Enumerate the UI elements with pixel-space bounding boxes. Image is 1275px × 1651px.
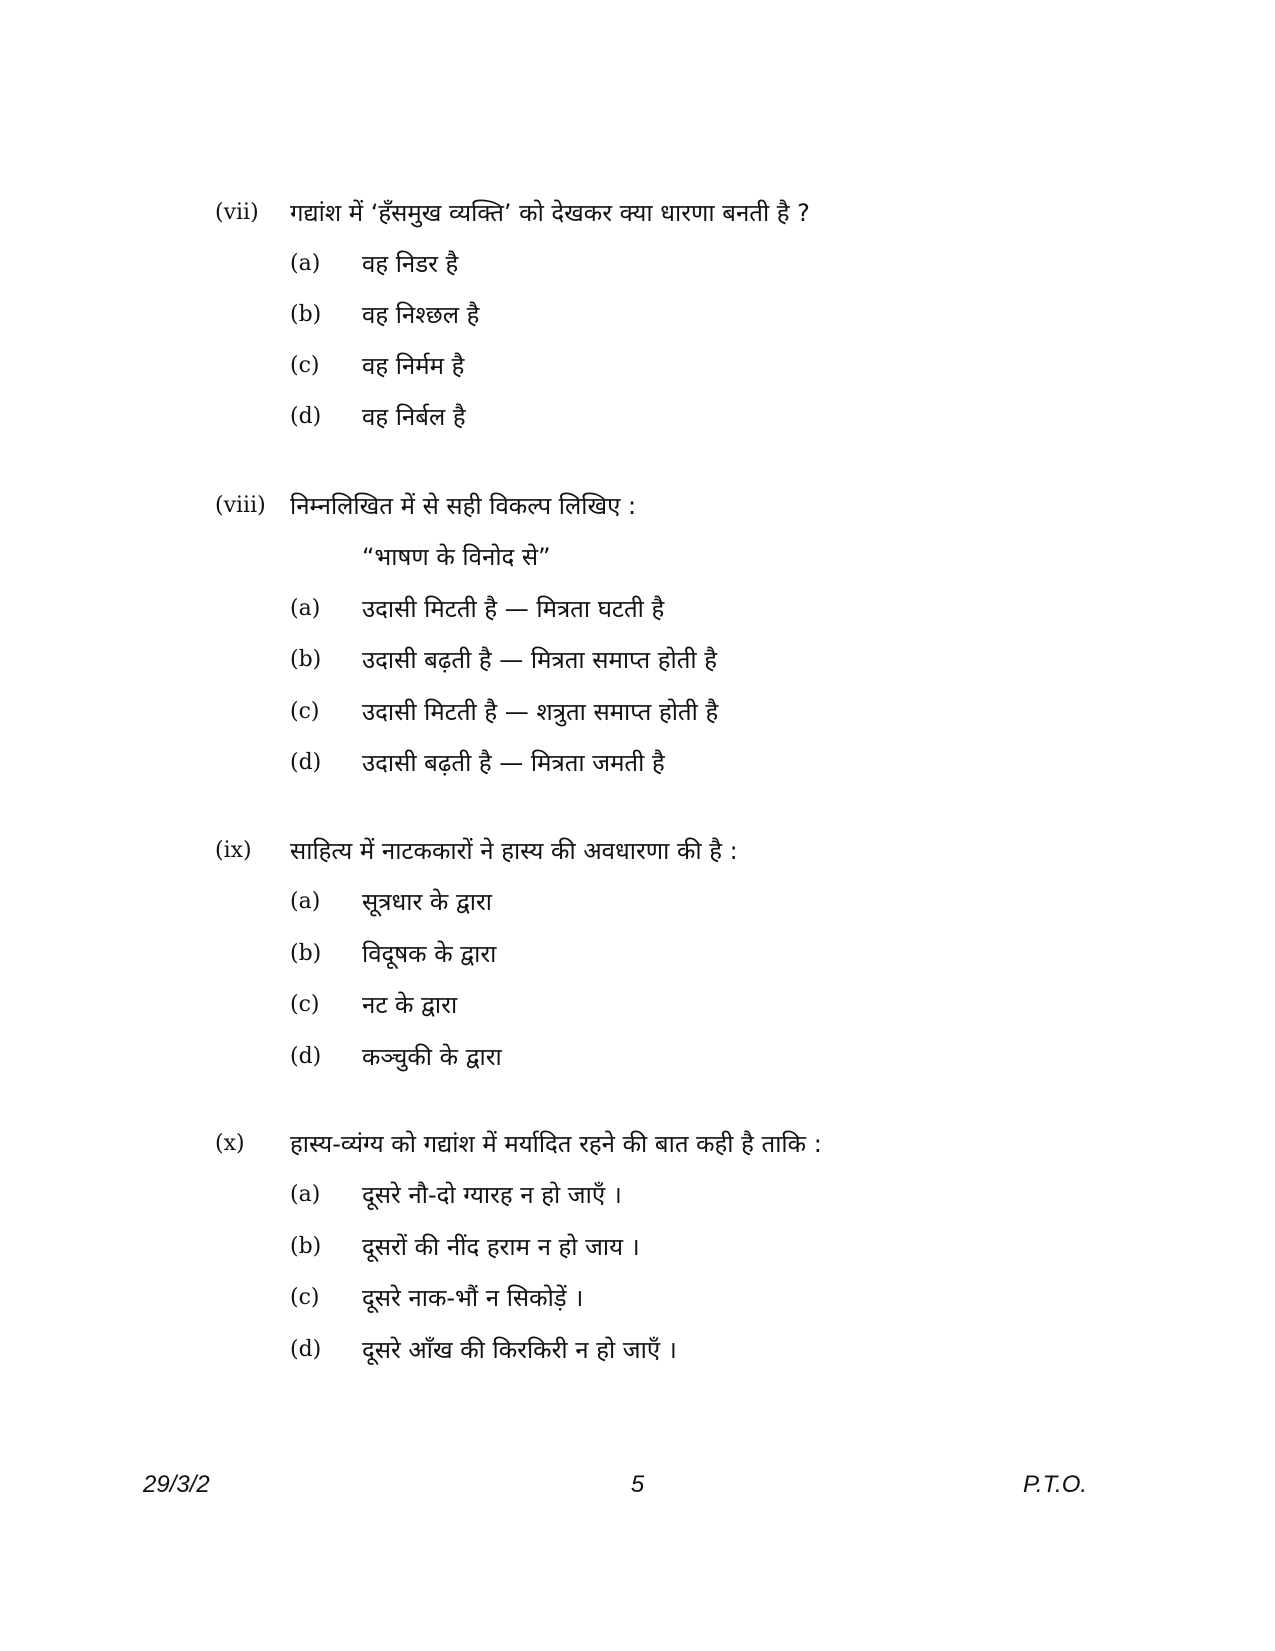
option-label: (a) bbox=[290, 889, 321, 914]
question-text: निम्नलिखित में से सही विकल्प लिखिए : bbox=[290, 492, 637, 520]
question-quote: “भाषण के विनोद से” bbox=[362, 543, 551, 571]
option-label: (c) bbox=[290, 699, 320, 724]
option-label: (d) bbox=[290, 1337, 322, 1362]
option-d bbox=[0, 1330, 1275, 1370]
paper-code: 29/3/2 bbox=[143, 1471, 210, 1498]
option-label: (b) bbox=[290, 1234, 322, 1259]
option-label: (a) bbox=[290, 251, 321, 276]
option-text: दूसरे आँख की किरकिरी न हो जाएँ । bbox=[362, 1336, 677, 1364]
question-number: (x) bbox=[215, 1131, 245, 1156]
option-text: नट के द्वारा bbox=[362, 991, 458, 1019]
option-a bbox=[0, 589, 1275, 629]
option-text: विदूषक के द्वारा bbox=[362, 940, 497, 968]
question-text: हास्य-व्यंग्य को गद्यांश में मर्यादित रहने की बात कही है ताकि : bbox=[290, 1130, 822, 1158]
option-label: (b) bbox=[290, 647, 322, 672]
option-d bbox=[0, 743, 1275, 783]
option-text: कञ्चुकी के द्वारा bbox=[362, 1043, 502, 1071]
option-text: उदासी मिटती है — मित्रता घटती है bbox=[362, 595, 665, 623]
option-text: दूसरों की नींद हराम न हो जाय । bbox=[362, 1233, 640, 1261]
option-c bbox=[0, 692, 1275, 732]
option-d bbox=[0, 397, 1275, 437]
option-text: वह निश्छल है bbox=[362, 301, 480, 329]
option-text: वह निडर है bbox=[362, 250, 459, 278]
option-text: वह निर्मम है bbox=[362, 352, 465, 380]
option-text: दूसरे नौ-दो ग्यारह न हो जाएँ । bbox=[362, 1181, 622, 1209]
option-label: (c) bbox=[290, 353, 320, 378]
page-number: 5 bbox=[630, 1471, 645, 1498]
option-a bbox=[0, 244, 1275, 284]
option-label: (b) bbox=[290, 941, 322, 966]
option-label: (c) bbox=[290, 992, 320, 1017]
option-text: उदासी बढ़ती है — मित्रता जमती है bbox=[362, 749, 665, 777]
option-label: (b) bbox=[290, 302, 322, 327]
option-d bbox=[0, 1037, 1275, 1077]
option-a bbox=[0, 882, 1275, 922]
question-number: (viii) bbox=[215, 493, 266, 518]
option-b bbox=[0, 295, 1275, 335]
question-text: गद्यांश में ‘हँसमुख व्यक्ति’ को देखकर क्या धारणा बनती है ? bbox=[290, 199, 810, 227]
option-c bbox=[0, 346, 1275, 386]
option-text: सूत्रधार के द्वारा bbox=[362, 888, 493, 916]
option-label: (d) bbox=[290, 404, 322, 429]
option-text: उदासी बढ़ती है — मित्रता समाप्त होती है bbox=[362, 646, 717, 674]
question-number: (ix) bbox=[215, 838, 252, 863]
option-label: (c) bbox=[290, 1285, 320, 1310]
option-label: (d) bbox=[290, 1044, 322, 1069]
option-label: (a) bbox=[290, 1182, 321, 1207]
option-label: (a) bbox=[290, 596, 321, 621]
question-text: साहित्य में नाटककारों ने हास्य की अवधारणा की है : bbox=[290, 837, 738, 865]
option-label: (d) bbox=[290, 750, 322, 775]
question-number: (vii) bbox=[215, 200, 259, 225]
option-a bbox=[0, 1175, 1275, 1215]
option-c bbox=[0, 1278, 1275, 1318]
option-text: वह निर्बल है bbox=[362, 403, 466, 431]
option-b bbox=[0, 934, 1275, 974]
option-text: दूसरे नाक-भौं न सिकोड़ें । bbox=[362, 1284, 584, 1312]
pto-label: P.T.O. bbox=[1023, 1471, 1088, 1498]
option-b bbox=[0, 640, 1275, 680]
option-text: उदासी मिटती है — शत्रुता समाप्त होती है bbox=[362, 698, 719, 726]
option-b bbox=[0, 1227, 1275, 1267]
option-c bbox=[0, 985, 1275, 1025]
